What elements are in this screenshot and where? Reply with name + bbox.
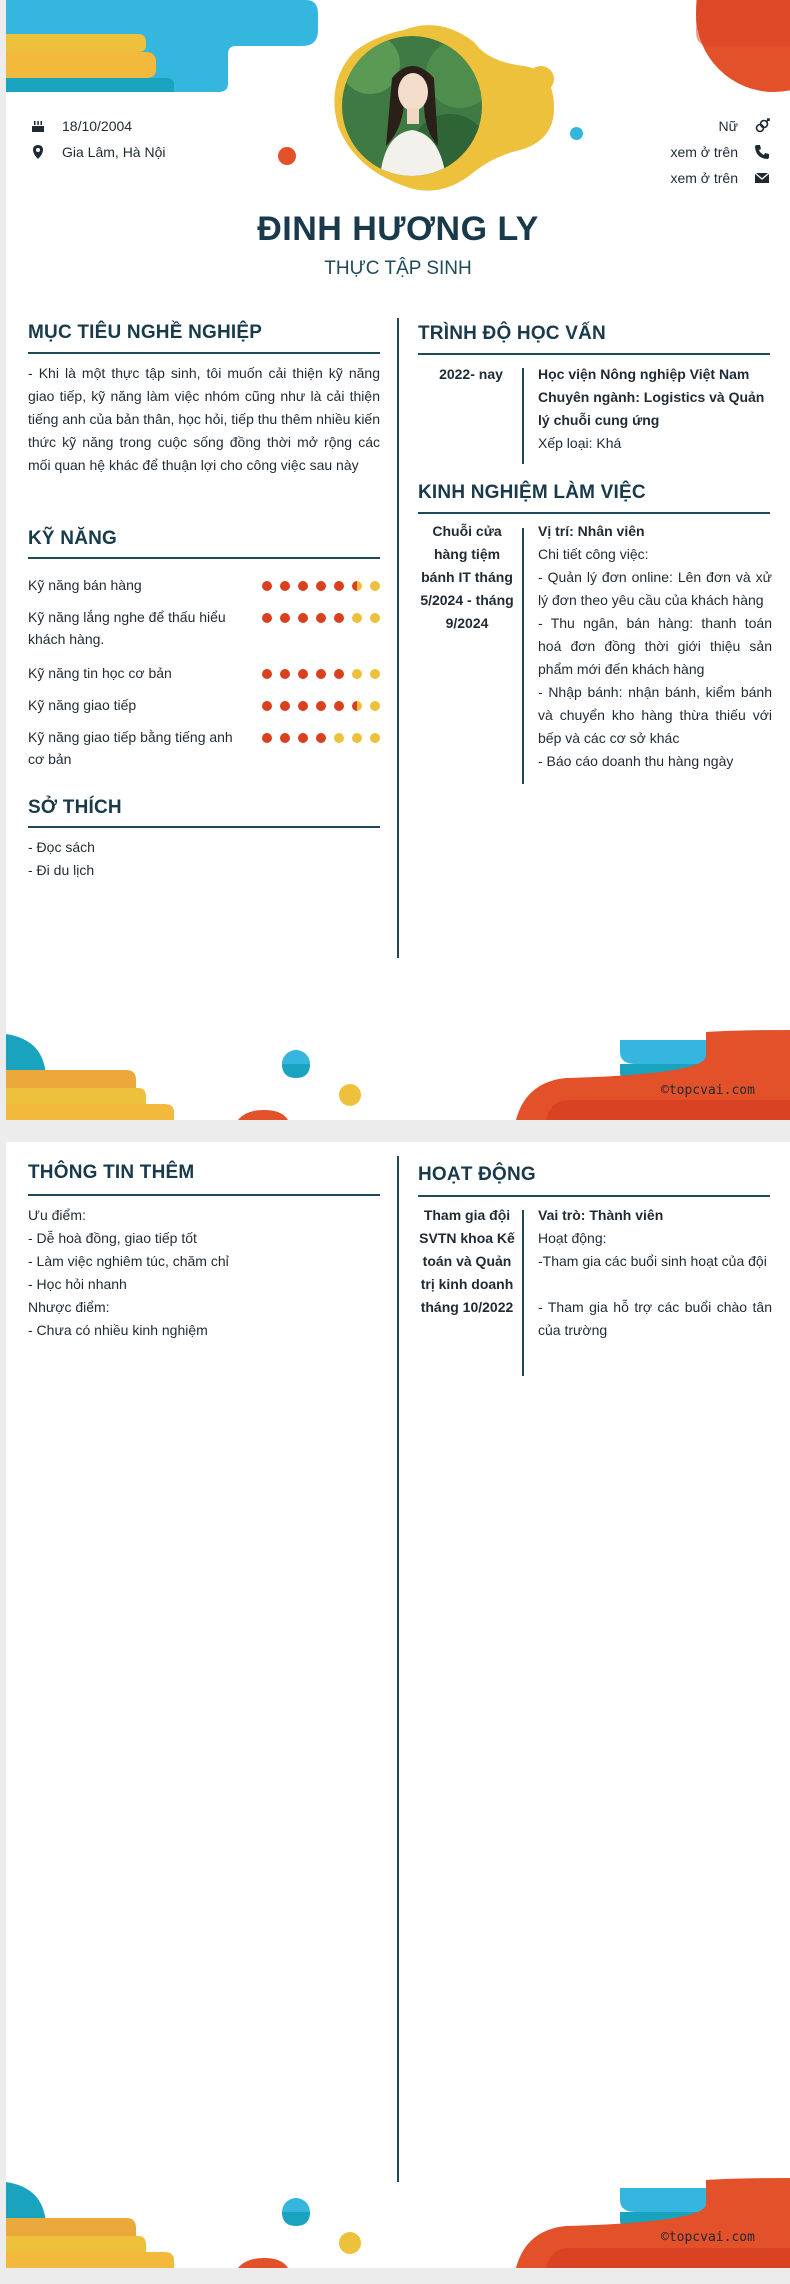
birthday-text: 18/10/2004 <box>62 118 133 134</box>
rating-dot <box>280 733 290 743</box>
activities-rule <box>418 1195 770 1197</box>
skill-row <box>28 726 380 770</box>
education-period: 2022- nay <box>439 366 503 382</box>
activity-divider <box>522 1210 524 1376</box>
rating-dot <box>316 613 326 623</box>
rating-dot <box>316 669 326 679</box>
skill-label: Kỹ năng lắng nghe để thấu hiểu khách hàng. <box>28 609 226 647</box>
birthday-row <box>30 118 132 134</box>
decor-bottom-shapes <box>6 2168 790 2268</box>
rating-dot <box>316 733 326 743</box>
rating-dot <box>352 733 362 743</box>
decor-dot-orange <box>278 147 296 165</box>
rating-dot <box>370 669 380 679</box>
cv-page-2 <box>6 1142 790 2268</box>
rating-dot <box>370 613 380 623</box>
skill-label: Kỹ năng giao tiếp bằng tiếng anh cơ bản <box>28 729 233 767</box>
skill-label: Kỹ năng giao tiếp <box>28 697 137 713</box>
skill-rating <box>262 726 380 770</box>
avatar <box>340 34 484 178</box>
decor-top-left-shape <box>6 0 326 100</box>
rating-dot <box>334 613 344 623</box>
cv-page-1 <box>6 0 790 1120</box>
decor-top-right-circle <box>670 0 790 100</box>
rating-dot <box>298 669 308 679</box>
rating-dot <box>370 701 380 711</box>
gender-text: Nữ <box>718 118 738 134</box>
rating-dot <box>370 733 380 743</box>
decor-bottom-shapes <box>6 1020 790 1120</box>
rating-dot <box>352 581 362 591</box>
additional-line: - Học hỏi nhanh <box>28 1276 127 1292</box>
additional-line: - Làm việc nghiêm túc, chăm chỉ <box>28 1253 229 1269</box>
education-rule <box>418 353 770 355</box>
phone-icon <box>754 144 770 160</box>
activities-heading: HOẠT ĐỘNG <box>418 1164 536 1185</box>
objective-heading: MỤC TIÊU NGHỀ NGHIỆP <box>28 322 263 343</box>
rating-dot <box>370 581 380 591</box>
gender-row <box>719 118 770 134</box>
additional-rule <box>28 1194 380 1196</box>
rating-dot <box>298 581 308 591</box>
activity-org-period: Tham gia đội SVTN khoa Kế toán và Quản trị kinh doanh tháng 10/2022 <box>419 1207 515 1315</box>
activity-role: Vai trò: Thành viên <box>538 1207 664 1223</box>
objective-rule <box>28 352 380 354</box>
rating-dot <box>352 669 362 679</box>
cake-icon <box>30 118 46 134</box>
rating-dot <box>334 733 344 743</box>
rating-dot <box>280 669 290 679</box>
skill-label: Kỹ năng bán hàng <box>28 577 142 593</box>
additional-heading: THÔNG TIN THÊM <box>28 1162 195 1183</box>
experience-detail-item: - Nhập bánh: nhận bánh, kiểm bánh và chuyển kho hàng thừa thiếu với bếp và các cơ sở khác <box>538 684 772 746</box>
rating-dot <box>262 733 272 743</box>
skill-row <box>28 694 380 716</box>
address-row <box>30 144 165 160</box>
watermark: ©topcvai.com <box>661 2230 755 2245</box>
rating-dot <box>352 613 362 623</box>
column-divider <box>397 1156 399 2182</box>
experience-heading: KINH NGHIỆM LÀM VIỆC <box>418 482 646 503</box>
gender-icon <box>754 118 770 134</box>
rating-dot <box>334 669 344 679</box>
rating-dot <box>298 733 308 743</box>
objective-text: - Khi là một thực tập sinh, tôi muốn cải thiện kỹ năng giao tiếp, kỹ năng làm việc nhóm cũng như là cải thiện tiếng anh của bản thân, học hỏi, tiếp thu thêm nhiều kiến thức kỹ năng trong cuộc sống đồng thời mở rộng các mối quan hệ khác để thuận lợi cho công việc sau này <box>28 365 380 473</box>
activity-label: Hoạt động: <box>538 1230 607 1246</box>
column-divider <box>397 318 399 958</box>
experience-position: Vị trí: Nhân viên <box>538 523 645 539</box>
education-divider <box>522 368 524 464</box>
rating-dot <box>280 613 290 623</box>
rating-dot <box>316 581 326 591</box>
watermark: ©topcvai.com <box>661 1083 755 1098</box>
address-text: Gia Lâm, Hà Nội <box>62 144 166 160</box>
skill-row <box>28 606 380 650</box>
rating-dot <box>262 701 272 711</box>
rating-dot <box>262 613 272 623</box>
activity-line: -Tham gia các buổi sinh hoạt của đội <box>538 1253 767 1269</box>
hobbies-heading: SỞ THÍCH <box>28 797 122 818</box>
location-pin-icon <box>30 144 46 160</box>
experience-detail-item: - Báo cáo doanh thu hàng ngày <box>538 753 734 769</box>
rating-dot <box>334 701 344 711</box>
experience-details-label: Chi tiết công việc: <box>538 546 649 562</box>
education-grade: Xếp loại: Khá <box>538 435 622 451</box>
experience-rule <box>418 512 770 514</box>
skill-rating <box>262 574 380 596</box>
skill-rating <box>262 662 380 684</box>
hobbies-rule <box>28 826 380 828</box>
phone-row <box>670 144 770 160</box>
rating-dot <box>280 701 290 711</box>
rating-dot <box>280 581 290 591</box>
phone-text: xem ở trên <box>670 144 738 160</box>
experience-detail-item: - Thu ngân, bán hàng: thanh toán hoá đơn đồng thời giới thiệu sản phẩm mới đến khách hàng <box>538 615 772 677</box>
rating-dot <box>352 701 362 711</box>
skills-heading: KỸ NĂNG <box>28 528 118 549</box>
additional-line: - Dễ hoà đồng, giao tiếp tốt <box>28 1230 197 1246</box>
rating-dot <box>262 581 272 591</box>
activity-line: - Tham gia hỗ trợ các buổi chào tân của trường <box>538 1299 772 1338</box>
candidate-name: ĐINH HƯƠNG LY <box>257 210 539 248</box>
email-row <box>670 170 770 186</box>
hobby-item: - Đọc sách <box>28 839 95 855</box>
skills-rule <box>28 557 380 559</box>
rating-dot <box>334 581 344 591</box>
education-school: Học viện Nông nghiệp Việt Nam <box>538 366 750 382</box>
rating-dot <box>262 669 272 679</box>
email-text: xem ở trên <box>670 170 738 186</box>
rating-dot <box>316 701 326 711</box>
skill-row <box>28 662 380 684</box>
additional-line: Nhược điểm: <box>28 1299 110 1315</box>
candidate-title: THỰC TẬP SINH <box>324 258 472 279</box>
skill-rating <box>262 606 380 650</box>
skill-row <box>28 574 380 596</box>
experience-company-period: Chuỗi cửa hàng tiệm bánh IT tháng 5/2024 - tháng 9/2024 <box>420 523 514 631</box>
skill-label: Kỹ năng tin học cơ bản <box>28 665 172 681</box>
rating-dot <box>298 613 308 623</box>
email-icon <box>754 170 770 186</box>
hobby-item: - Đi du lịch <box>28 862 95 878</box>
additional-line: - Chưa có nhiều kinh nghiệm <box>28 1322 208 1338</box>
rating-dot <box>298 701 308 711</box>
experience-divider <box>522 528 524 784</box>
decor-dot-cyan <box>570 127 583 140</box>
education-heading: TRÌNH ĐỘ HỌC VẤN <box>418 323 606 344</box>
experience-detail-item: - Quản lý đơn online: Lên đơn và xử lý đơn theo yêu cầu của khách hàng <box>538 569 772 608</box>
additional-line: Ưu điểm: <box>28 1207 86 1223</box>
education-major: Chuyên ngành: Logistics và Quản lý chuỗi cung ứng <box>538 389 765 428</box>
skill-rating <box>262 694 380 716</box>
